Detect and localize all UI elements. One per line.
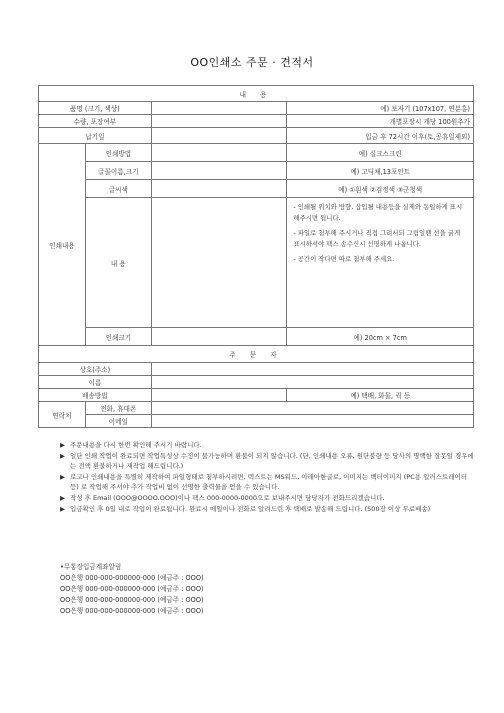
input-cell[interactable] <box>151 115 287 128</box>
example-text: 예) 20cm × 7cm <box>287 328 474 346</box>
example-text: 개별포장시 개당 100원추가 <box>287 115 474 128</box>
note-item <box>60 440 476 451</box>
note-item <box>60 493 476 504</box>
input-cell[interactable] <box>151 376 473 389</box>
input-cell[interactable] <box>151 415 473 428</box>
notes-list <box>60 440 476 514</box>
example-text: 예) 실크스크린 <box>287 144 474 162</box>
bank-info <box>60 562 204 617</box>
example-text: 입금 후 72시간 이후(토,공휴일제외) <box>287 128 474 144</box>
instruction-line: - 파일로 첨부해 주시거나 직접 그려서되 그림일땐 선을 굵게 표시하셔야 팩스 송수신시 선명하게 나옵니다. <box>293 229 461 248</box>
note-text: 일단 인쇄 작업이 완료되면 작업특성상 수정이 불가능하며 환불이 되지 않습니다. (단, 인쇄내용 오류, 원단불량 등 당사의 명백한 잘못일 경우에는 전액 환불하거나 재작업 해드립니다.) <box>70 451 474 471</box>
row-label: 이름 <box>39 376 152 389</box>
input-cell[interactable] <box>151 389 287 402</box>
note-item <box>60 451 476 472</box>
row-label: 내 용 <box>85 198 151 328</box>
input-cell[interactable] <box>151 198 287 328</box>
bank-title: •무통장입금계좌알림 <box>60 563 122 571</box>
row-label: 글꼴이름,크기 <box>85 162 151 180</box>
row-label: 이메일 <box>85 415 151 428</box>
input-cell[interactable] <box>151 402 473 415</box>
row-label: 상호(주소) <box>39 363 152 376</box>
arrow-icon: ▶ <box>60 441 65 449</box>
row-label: 수량, 포장여부 <box>39 115 152 128</box>
input-cell[interactable] <box>151 102 287 115</box>
arrow-icon: ▶ <box>60 472 65 481</box>
input-cell[interactable] <box>151 144 287 162</box>
note-text: 주문내용을 다시 한번 확인해 주시기 바랍니다. <box>70 441 202 449</box>
bank-line: OO은행 000-000-000000-000 (예금주 : OOO) <box>60 596 204 604</box>
note-item <box>60 504 476 515</box>
page-title: OO인쇄소 주문 · 견적서 <box>190 56 314 69</box>
bank-line: OO은행 000-000-000000-000 (예금주 : OOO) <box>60 585 204 593</box>
arrow-icon: ▶ <box>60 493 65 502</box>
input-cell[interactable] <box>151 162 287 180</box>
instruction-line: - 공간이 작다면 따로 첨부해 주세요. <box>293 255 395 263</box>
note-text: 로고나 인쇄내용을 특별히 제작하여 파일형태로 첨부하시려면, 텍스트는 MS워드, 아래아한글로, 이미지는 벡터이미지 (PC용 일러스트레이터 등) 로 작업해 주셔야 추가 작업비 없이 선명한 출력물을 얻을 수 있습니다. <box>70 472 468 492</box>
row-label: 품명 (크기, 색상) <box>39 102 152 115</box>
input-cell[interactable] <box>151 128 287 144</box>
input-cell[interactable] <box>151 363 473 376</box>
row-label: 납기일 <box>39 128 152 144</box>
note-text: 입금확인 후 0일 내로 작업이 완료됩니다. 완료시 메일이나 전화로 알려드린 후 택배로 발송해 드립니다. (500장 이상 무료배송) <box>70 504 431 513</box>
example-text: 예) 택배, 화물, 퀵 등 <box>287 389 474 402</box>
row-label: 인쇄방법 <box>85 144 151 162</box>
note-text: 작성 후 Email (OOO@OOOO.OOO)이나 팩스 000-0000-0000으로 보내주시면 담당자가 전화드리겠습니다. <box>70 493 385 502</box>
row-label: 전화, 휴대폰 <box>85 402 151 415</box>
bank-line: OO은행 000-000-000000-000 (예금주 : OOO) <box>60 607 204 615</box>
content-instructions <box>287 198 474 328</box>
print-group-label: 인쇄내용 <box>39 144 86 346</box>
order-table <box>38 85 474 428</box>
contact-label: 연락처 <box>39 402 86 428</box>
example-text: 예) 보자기 (107x107, 연분홍) <box>287 102 474 115</box>
note-item <box>60 472 476 493</box>
orderer-header: 주 문 자 <box>39 346 474 363</box>
input-cell[interactable] <box>151 180 287 198</box>
row-label: 배송방법 <box>39 389 152 402</box>
row-label: 글씨색 <box>85 180 151 198</box>
instruction-line: - 인쇄될 위치와 방향, 삽입될 내용등을 실제와 동일하게 표시해주시면 됩니다. <box>293 203 463 222</box>
example-text: 예) 고딕체,13포인트 <box>287 162 474 180</box>
arrow-icon: ▶ <box>60 451 65 460</box>
arrow-icon: ▶ <box>60 504 65 513</box>
row-label: 인쇄크기 <box>85 328 151 346</box>
input-cell[interactable] <box>151 328 287 346</box>
example-text: 예) ①흰색 ②검정색 ③군청색 <box>287 180 474 198</box>
bank-line: OO은행 000-000-000000-000 (예금주 : OOO) <box>60 574 204 582</box>
content-header: 내 용 <box>39 86 474 102</box>
